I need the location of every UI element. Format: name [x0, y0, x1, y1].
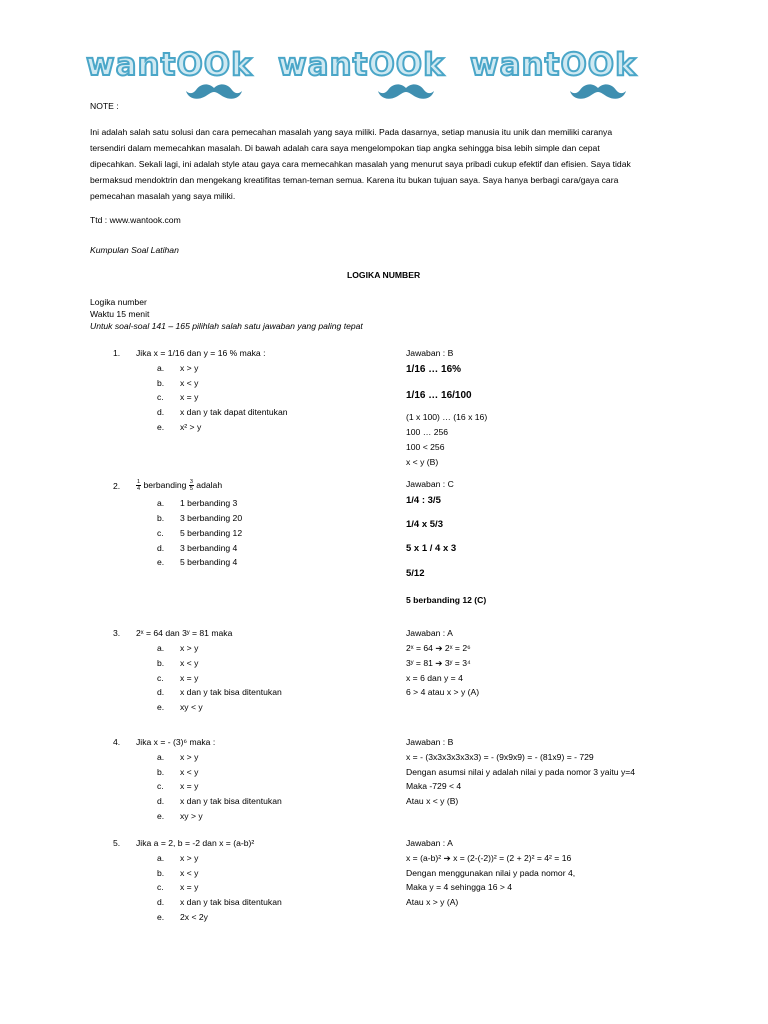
denominator: 5: [189, 486, 193, 493]
working-step: 6 > 4 atau x > y (A): [406, 687, 480, 697]
question-number: 3.: [113, 628, 121, 638]
option-letter: e.: [157, 702, 165, 712]
working-step: (1 x 100) … (16 x 16): [406, 412, 488, 422]
working-step: 2ˣ = 64 ➔ 2ˣ = 2⁶: [406, 643, 471, 653]
option-text: x > y: [180, 363, 199, 373]
option-text: 1 berbanding 3: [180, 498, 238, 508]
option-text: x dan y tak bisa ditentukan: [180, 897, 282, 907]
mustache-icon: [186, 82, 242, 102]
working-step: 3ʸ = 81 ➔ 3ʸ = 3⁴: [406, 658, 471, 668]
option-letter: a.: [157, 498, 165, 508]
working-step: x = - (3x3x3x3x3x3) = - (9x9x9) = - (81x9) = - 729: [406, 752, 594, 762]
working-step: Maka -729 < 4: [406, 781, 462, 791]
note-label: NOTE :: [90, 101, 119, 111]
time-label: Waktu 15 menit: [90, 309, 150, 319]
answer-label: Jawaban : A: [406, 628, 453, 638]
option-letter: a.: [157, 363, 165, 373]
option-text: x > y: [180, 643, 199, 653]
logo-word: wantOOk: [86, 47, 253, 83]
working-step: x = 6 dan y = 4: [406, 673, 463, 683]
working-step: 1/4 : 3/5: [406, 495, 441, 506]
question-text: Jika x = 1/16 dan y = 16 % maka :: [136, 348, 266, 358]
option-letter: d.: [157, 687, 165, 697]
option-letter: a.: [157, 853, 165, 863]
working-step: 1/16 … 16%: [406, 364, 462, 375]
option-text: 5 berbanding 12: [180, 528, 243, 538]
intro-paragraph: [90, 124, 680, 204]
option-text: x² > y: [180, 422, 202, 432]
option-letter: a.: [157, 752, 165, 762]
question-connector: adalah: [193, 480, 223, 490]
option-text: x > y: [180, 853, 199, 863]
option-letter: c.: [157, 528, 164, 538]
working-step: x < y (B): [406, 457, 439, 467]
option-text: xy < y: [180, 702, 203, 712]
numerator: 3: [189, 479, 193, 486]
question-connector: berbanding: [141, 480, 189, 490]
option-text: x < y: [180, 378, 199, 388]
working-step: 1/4 x 5/3: [406, 519, 443, 530]
option-letter: c.: [157, 882, 164, 892]
intro-line: bermaksud mendoktrin dan mengekang kreatifitas teman-teman semua. Karena itu bukan tujuan saya. Saya hanya berbagi cara/gaya cara: [90, 175, 619, 185]
question-text: Jika a = 2, b = -2 dan x = (a-b)²: [136, 838, 255, 848]
wantook-logo-banner: [86, 48, 652, 104]
denominator: 4: [137, 486, 141, 493]
option-text: 5 berbanding 4: [180, 557, 238, 567]
mustache-icon: [378, 82, 434, 102]
option-letter: b.: [157, 378, 165, 388]
option-text: 2x < 2y: [180, 912, 208, 922]
answer-label: Jawaban : B: [406, 737, 454, 747]
option-text: x < y: [180, 868, 199, 878]
working-step: 5 berbanding 12 (C): [406, 595, 487, 605]
option-letter: a.: [157, 643, 165, 653]
option-text: x dan y tak dapat ditentukan: [180, 407, 288, 417]
option-letter: e.: [157, 557, 165, 567]
option-letter: b.: [157, 767, 165, 777]
logo-word: wantOOk: [278, 47, 445, 83]
option-text: x dan y tak bisa ditentukan: [180, 796, 282, 806]
option-text: x = y: [180, 882, 199, 892]
working-step: 1/16 … 16/100: [406, 390, 472, 401]
answer-label: Jawaban : A: [406, 838, 453, 848]
signature-line: Ttd : www.wantook.com: [90, 215, 181, 225]
working-step: Maka y = 4 sehingga 16 > 4: [406, 882, 513, 892]
question-text: [136, 477, 222, 493]
option-letter: d.: [157, 543, 165, 553]
collection-title: Kumpulan Soal Latihan: [90, 245, 179, 255]
option-text: x = y: [180, 392, 199, 402]
question-number: 2.: [113, 481, 121, 491]
mustache-icon: [570, 82, 626, 102]
option-text: 3 berbanding 4: [180, 543, 238, 553]
working-step: Atau x < y (B): [406, 796, 459, 806]
option-letter: c.: [157, 392, 164, 402]
numerator: 1: [137, 479, 141, 486]
option-letter: c.: [157, 673, 164, 683]
option-text: x dan y tak bisa ditentukan: [180, 687, 282, 697]
option-letter: e.: [157, 811, 165, 821]
option-text: x = y: [180, 673, 199, 683]
option-letter: d.: [157, 796, 165, 806]
intro-line: pemecahan masalah yang saya miliki.: [90, 191, 236, 201]
instruction-text: Untuk soal-soal 141 – 165 pilihlah salah satu jawaban yang paling tepat: [90, 321, 363, 331]
intro-line: Ini adalah salah satu solusi dan cara pemecahan masalah yang saya miliki. Pada dasarnya, setiap manusia itu unik dan memiliki caranya: [90, 127, 613, 137]
answer-label: Jawaban : B: [406, 348, 454, 358]
logo-word: wantOOk: [470, 47, 637, 83]
working-step: 5 x 1 / 4 x 3: [406, 543, 457, 554]
option-letter: b.: [157, 868, 165, 878]
option-letter: e.: [157, 912, 165, 922]
question-number: 4.: [113, 737, 121, 747]
section-title: LOGIKA NUMBER: [347, 270, 421, 280]
working-step: Dengan asumsi nilai y adalah nilai y pada nomor 3 yaitu y=4: [406, 767, 636, 777]
question-number: 5.: [113, 838, 121, 848]
intro-line: dipecahkan. Sekali lagi, ini adalah style atau gaya cara memecahkan masalah yang menurut saya pribadi cukup efektif dan efisien. Saya tidak: [90, 159, 631, 169]
question-number: 1.: [113, 348, 121, 358]
question-text: 2ˣ = 64 dan 3ʸ = 81 maka: [136, 628, 233, 638]
answer-label: Jawaban : C: [406, 479, 454, 489]
option-text: x = y: [180, 781, 199, 791]
option-letter: c.: [157, 781, 164, 791]
option-letter: b.: [157, 658, 165, 668]
option-letter: e.: [157, 422, 165, 432]
working-step: x = (a-b)² ➔ x = (2-(-2))² = (2 + 2)² = 4² = 16: [406, 853, 572, 863]
option-letter: b.: [157, 513, 165, 523]
option-letter: d.: [157, 407, 165, 417]
working-step: Dengan menggunakan nilai y pada nomor 4,: [406, 868, 576, 878]
working-step: 5/12: [406, 568, 425, 579]
option-text: 3 berbanding 20: [180, 513, 243, 523]
option-text: x < y: [180, 658, 199, 668]
topic-label: Logika number: [90, 297, 147, 307]
option-text: x < y: [180, 767, 199, 777]
question-text: Jika x = - (3)⁶ maka :: [136, 737, 216, 747]
option-text: xy > y: [180, 811, 203, 821]
intro-line: tersendiri dalam memecahkan masalah. Di bawah adalah cara saya mengelompokan tiap angka sehingga bisa lebih simple dan cepat: [90, 143, 600, 153]
working-step: 100 < 256: [406, 442, 445, 452]
option-text: x > y: [180, 752, 199, 762]
working-step: 100 … 256: [406, 427, 449, 437]
working-step: Atau x > y (A): [406, 897, 459, 907]
option-letter: d.: [157, 897, 165, 907]
